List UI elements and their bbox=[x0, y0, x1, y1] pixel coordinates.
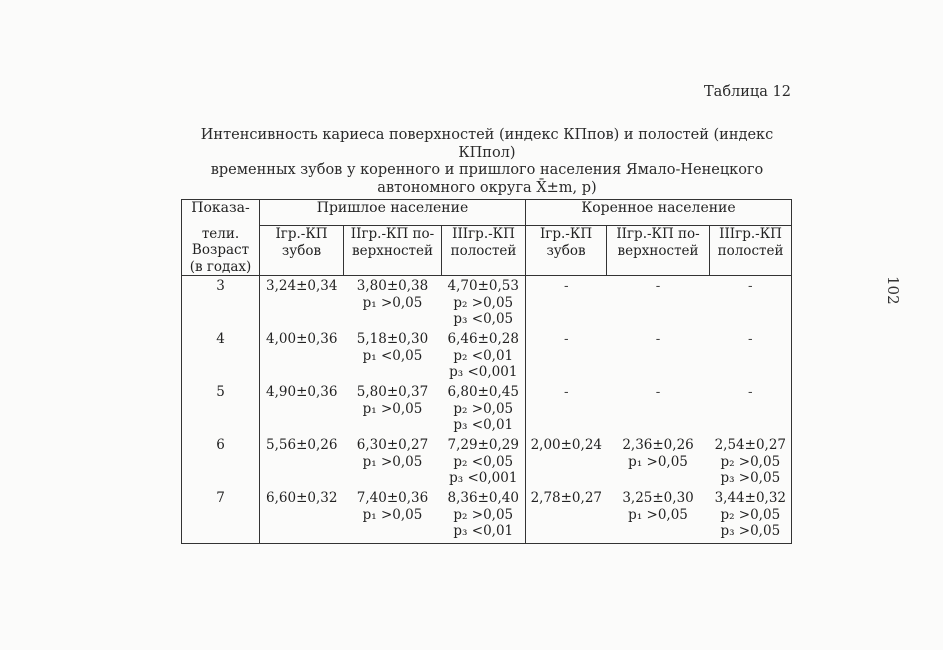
mean-value: 5,80±0,37 bbox=[356, 384, 429, 400]
mean-value: 6,80±0,45 bbox=[447, 384, 519, 400]
p-value: p₂ <0,01 bbox=[453, 347, 514, 364]
value-cell bbox=[260, 331, 344, 384]
value-cell bbox=[260, 490, 344, 544]
header-col-1 bbox=[260, 226, 344, 276]
value-cell bbox=[526, 490, 607, 544]
value-cell bbox=[607, 490, 710, 544]
value-cell bbox=[526, 437, 607, 490]
p-value: p₁ >0,05 bbox=[628, 453, 688, 470]
age-cell: 6 bbox=[182, 437, 260, 490]
mean-value: 6,46±0,28 bbox=[447, 331, 519, 347]
mean-value: 3,24±0,34 bbox=[266, 278, 338, 294]
caption-line-3: автономного округа X̄±m, p) bbox=[377, 179, 597, 196]
mean-value: 5,18±0,30 bbox=[356, 331, 429, 347]
value-cell bbox=[710, 384, 792, 437]
value-cell bbox=[442, 276, 526, 332]
p-value: p₁ <0,05 bbox=[362, 347, 423, 364]
mean-value: - bbox=[748, 384, 753, 400]
p-value: p₂ >0,05 bbox=[453, 506, 514, 523]
mean-value: 2,00±0,24 bbox=[530, 437, 602, 453]
p-value: p₂ <0,05 bbox=[453, 453, 514, 470]
mean-value: 3,44±0,32 bbox=[714, 490, 787, 506]
p-value: p₂ >0,05 bbox=[720, 506, 781, 523]
age-cell: 7 bbox=[182, 490, 260, 544]
header-col-line: IIгр.-КП по- bbox=[350, 226, 435, 242]
value-cell bbox=[607, 384, 710, 437]
header-indicator-line: Возраст bbox=[191, 242, 250, 258]
p-value: p₃ <0,001 bbox=[449, 470, 518, 486]
mean-value: 7,29±0,29 bbox=[447, 437, 519, 453]
mean-value: - bbox=[655, 384, 661, 400]
page-number: 102 bbox=[884, 276, 902, 305]
value-cell bbox=[344, 331, 442, 384]
p-value: p₂ >0,05 bbox=[453, 400, 514, 417]
mean-value: 6,60±0,32 bbox=[266, 490, 338, 506]
caption-line-2: временных зубов у коренного и пришлого населения Ямало-Ненецкого bbox=[210, 162, 764, 178]
mean-value: 4,90±0,36 bbox=[266, 384, 338, 400]
value-cell bbox=[607, 331, 710, 384]
value-cell bbox=[710, 276, 792, 332]
p-value: p₃ >0,05 bbox=[720, 523, 781, 539]
value-cell bbox=[260, 276, 344, 332]
table-row bbox=[182, 384, 792, 437]
value-cell bbox=[526, 276, 607, 332]
header-col-line: Iгр.-КП bbox=[539, 226, 593, 242]
header-col-4 bbox=[526, 226, 607, 276]
value-cell bbox=[607, 276, 710, 332]
header-col-line: полостей bbox=[717, 242, 784, 259]
caption-line-1: Интенсивность кариеса поверхностей (индекс КПпов) и полостей (индекс КПпол) bbox=[200, 127, 774, 161]
header-col-line: зубов bbox=[281, 242, 322, 259]
p-value: p₁ >0,05 bbox=[628, 506, 688, 523]
p-value: p₃ <0,05 bbox=[453, 311, 514, 327]
value-cell bbox=[710, 331, 792, 384]
header-col-line: IIIгр.-КП bbox=[452, 226, 515, 242]
value-cell bbox=[442, 490, 526, 544]
p-value: p₃ >0,05 bbox=[720, 470, 781, 486]
mean-value: - bbox=[748, 278, 753, 294]
mean-value: 2,78±0,27 bbox=[530, 490, 602, 506]
mean-value: - bbox=[748, 331, 753, 347]
header-col-5 bbox=[607, 226, 710, 276]
value-cell bbox=[344, 490, 442, 544]
caries-table bbox=[181, 199, 792, 544]
value-cell bbox=[442, 384, 526, 437]
p-value: p₃ <0,01 bbox=[453, 417, 514, 433]
mean-value: 4,00±0,36 bbox=[266, 331, 338, 347]
value-cell bbox=[260, 437, 344, 490]
table-number: Таблица 12 bbox=[704, 84, 791, 100]
header-indicator-age bbox=[182, 226, 260, 276]
age-cell: 3 bbox=[182, 276, 260, 332]
mean-value: - bbox=[564, 384, 569, 400]
mean-value: - bbox=[655, 278, 661, 294]
mean-value: 6,30±0,27 bbox=[356, 437, 429, 453]
age-cell: 5 bbox=[182, 384, 260, 437]
table-row bbox=[182, 437, 792, 490]
header-indicator-line: (в годах) bbox=[189, 258, 252, 275]
header-indicator-line: тели. bbox=[201, 225, 240, 242]
age-cell: 4 bbox=[182, 331, 260, 384]
header-col-2 bbox=[344, 226, 442, 276]
mean-value: 3,80±0,38 bbox=[356, 278, 429, 294]
mean-value: - bbox=[655, 331, 661, 347]
table-caption bbox=[180, 127, 794, 197]
table-row bbox=[182, 490, 792, 544]
header-col-3 bbox=[442, 226, 526, 276]
mean-value: 5,56±0,26 bbox=[266, 437, 338, 453]
p-value: p₂ >0,05 bbox=[720, 453, 781, 470]
p-value: p₃ <0,01 bbox=[453, 523, 514, 539]
header-group-indigenous: Коренное население bbox=[526, 200, 792, 226]
value-cell bbox=[607, 437, 710, 490]
header-col-line: верхностей bbox=[352, 242, 433, 259]
mean-value: 3,25±0,30 bbox=[622, 490, 694, 506]
p-value: p₃ <0,001 bbox=[449, 364, 518, 380]
header-col-line: полостей bbox=[450, 242, 517, 259]
mean-value: 2,54±0,27 bbox=[714, 437, 787, 453]
mean-value: 8,36±0,40 bbox=[447, 490, 519, 506]
p-value: p₁ >0,05 bbox=[362, 400, 423, 417]
p-value: p₁ >0,05 bbox=[362, 294, 423, 311]
mean-value: - bbox=[564, 331, 569, 347]
p-value: p₁ >0,05 bbox=[362, 453, 423, 470]
header-col-line: IIIгр.-КП bbox=[719, 226, 782, 242]
header-col-6 bbox=[710, 226, 792, 276]
value-cell bbox=[526, 384, 607, 437]
table-body bbox=[182, 276, 792, 544]
value-cell bbox=[526, 331, 607, 384]
mean-value: 7,40±0,36 bbox=[356, 490, 429, 506]
value-cell bbox=[344, 437, 442, 490]
header-group-migrant: Пришлое население bbox=[260, 200, 526, 226]
header-indicator-top: Показа- bbox=[182, 200, 260, 226]
table-row bbox=[182, 276, 792, 332]
value-cell bbox=[260, 384, 344, 437]
p-value: p₁ >0,05 bbox=[362, 506, 423, 523]
header-col-line: зубов bbox=[546, 242, 586, 259]
value-cell bbox=[710, 437, 792, 490]
mean-value: 2,36±0,26 bbox=[622, 437, 694, 453]
mean-value: 4,70±0,53 bbox=[447, 278, 519, 294]
table-row bbox=[182, 331, 792, 384]
header-col-line: IIгр.-КП по- bbox=[616, 226, 700, 242]
value-cell bbox=[710, 490, 792, 544]
header-col-line: Iгр.-КП bbox=[275, 226, 328, 242]
value-cell bbox=[344, 276, 442, 332]
p-value: p₂ >0,05 bbox=[453, 294, 514, 311]
value-cell bbox=[344, 384, 442, 437]
mean-value: - bbox=[564, 278, 569, 294]
value-cell bbox=[442, 437, 526, 490]
header-col-line: верхностей bbox=[617, 242, 699, 259]
value-cell bbox=[442, 331, 526, 384]
